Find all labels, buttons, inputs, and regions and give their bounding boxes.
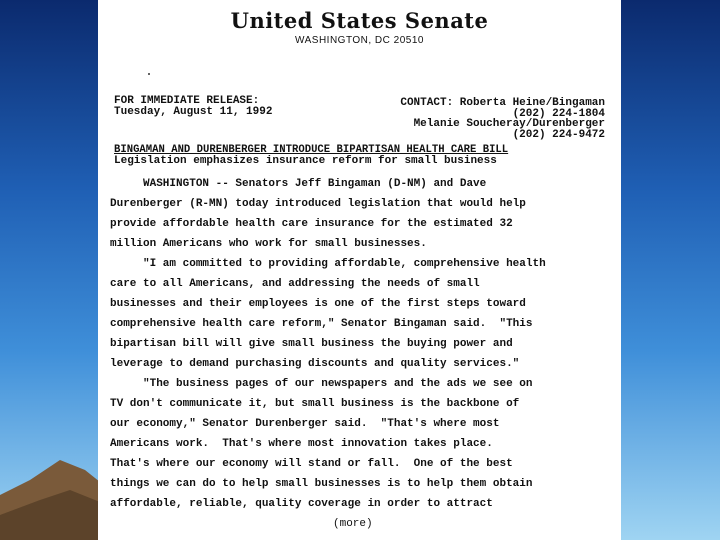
contact-line-4: (202) 224-9472 [512,129,605,141]
release-date: Tuesday, August 11, 1992 [114,106,273,118]
contact-line-2: (202) 224-1804 [512,108,605,120]
body-line: affordable, reliable, quality coverage in order to attract [110,498,493,510]
body-line: "I am committed to providing affordable, comprehensive health [110,258,546,270]
headline: BINGAMAN AND DURENBERGER INTRODUCE BIPARTISAN HEALTH CARE BILL [114,144,509,156]
letterhead-title: United States Senate [230,8,489,33]
body-line: WASHINGTON -- Senators Jeff Bingaman (D-NM) and Dave [110,178,487,190]
body-line: care to all Americans, and addressing the needs of small [110,278,480,290]
letterhead-city: WASHINGTON, DC 20510 [295,35,424,46]
body-line: That's where our economy will stand or fall. One of the best [110,458,513,470]
more-marker: (more) [333,518,373,530]
body-line: Durenberger (R-MN) today introduced legislation that would help [110,198,526,210]
body-line: provide affordable health care insurance for the estimated 32 [110,218,513,230]
contact-line-1: CONTACT: Roberta Heine/Bingaman [400,97,605,109]
scan-speck [148,73,150,75]
body-line: TV don't communicate it, but small business is the backbone of [110,398,520,410]
body-line: bipartisan bill will give small business the buying power and [110,338,513,350]
body-line: comprehensive health care reform," Senator Bingaman said. "This [110,318,533,330]
body-line: leverage to demand purchasing discounts and quality services." [110,358,520,370]
body-line: businesses and their employees is one of the first steps toward [110,298,526,310]
body-line: "The business pages of our newspapers and the ads we see on [110,378,533,390]
body-line: Americans work. That's where most innovation takes place. [110,438,493,450]
contact-line-3: Melanie Soucheray/Durenberger [413,118,605,130]
press-release-page [98,0,621,540]
body-line: things we can do to help small businesses is to help them obtain [110,478,533,490]
body-line: million Americans who work for small businesses. [110,238,427,250]
subheadline: Legislation emphasizes insurance reform for small business [114,155,497,167]
release-label: FOR IMMEDIATE RELEASE: [114,95,260,107]
body-line: our economy," Senator Durenberger said. "That's where most [110,418,500,430]
